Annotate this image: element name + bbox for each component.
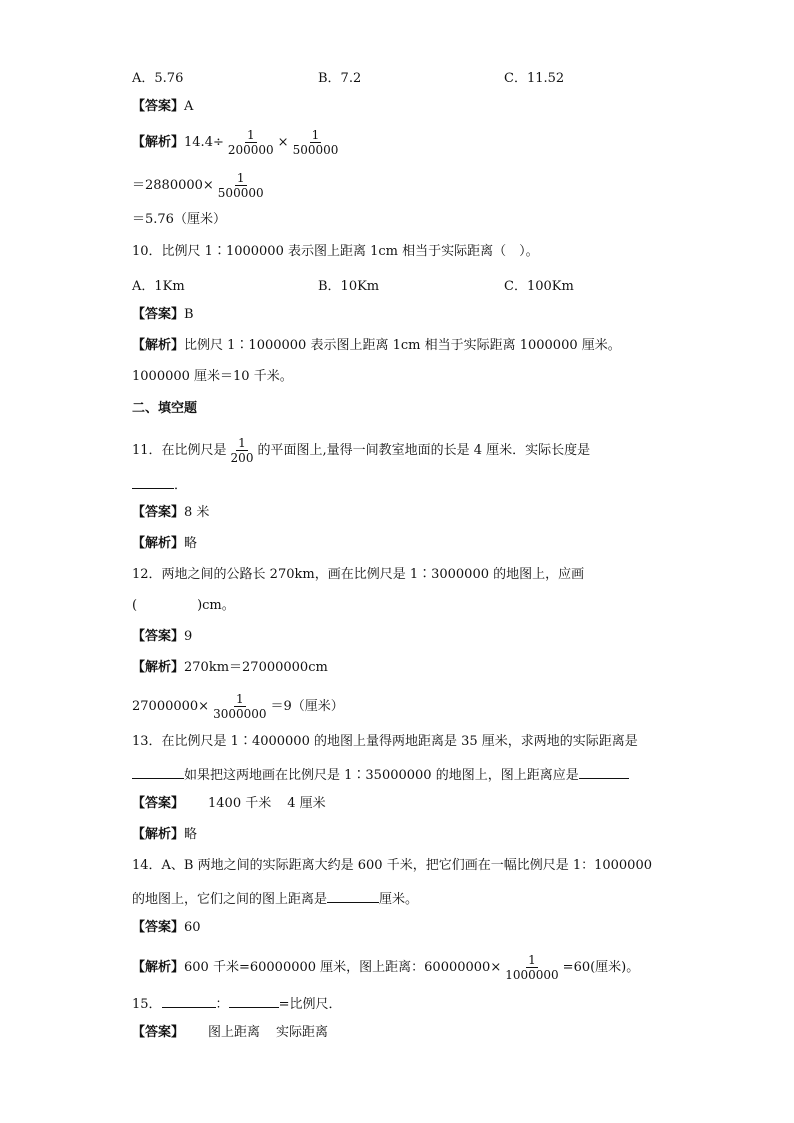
section-title: 二、填空题 — [132, 401, 198, 416]
q13-blank-line: 如果把这两地画在比例尺是 1∶35000000 的地图上，图上距离应是 — [132, 764, 629, 785]
fraction: $\frac{1}{1000000}$ — [505, 953, 559, 982]
q10-option-b: B．10Km — [318, 279, 380, 294]
q9-option-c: C．11.52 — [504, 71, 565, 86]
q10-option-a: A．1Km — [132, 279, 185, 294]
fraction: $\frac{1}{200000}$ — [227, 128, 274, 157]
q11-analysis: 【解析】略 — [132, 536, 198, 551]
q14-analysis: 【解析】600 千米=60000000 厘米，图上距离：60000000× $\frac{1}{1000000}$ =60(厘米)。 — [132, 953, 640, 982]
q9-option-a: A．5.76 — [132, 71, 184, 86]
q10-analysis-line2: 1000000 厘米＝10 千米。 — [132, 369, 293, 384]
fraction: $\frac{1}{500000}$ — [292, 128, 339, 157]
answer-blank[interactable] — [162, 993, 216, 1008]
q9-analysis: 【解析】14.4÷ $\frac{1}{200000}$ × $\frac{1}{500000}$ — [132, 128, 339, 157]
q15-answer: 【答案】 图上距离 实际距离 — [132, 1025, 329, 1040]
q9-option-b: B．7.2 — [318, 71, 362, 86]
fraction: $\frac{1}{500000}$ — [217, 171, 264, 200]
q12-blank-line: ( )cm。 — [132, 598, 235, 613]
q11-question: 11．在比例尺是 $\frac{1}{200}$ 的平面图上,量得一间教室地面的长是 4 厘米．实际长度是 — [132, 436, 591, 465]
answer-blank[interactable] — [579, 764, 629, 779]
q14-answer: 【答案】60 — [132, 920, 201, 935]
q10-analysis: 【解析】比例尺 1∶1000000 表示图上距离 1cm 相当于实际距离 1000000 厘米。 — [132, 338, 621, 353]
q9-answer: 【答案】A — [132, 99, 194, 114]
q14-blank-line: 的地图上，它们之间的图上距离是 厘米。 — [132, 888, 418, 909]
q12-question: 12．两地之间的公路长 270km，画在比例尺是 1∶3000000 的地图上，应画 — [132, 567, 585, 582]
q13-analysis: 【解析】略 — [132, 827, 198, 842]
answer-blank[interactable] — [132, 474, 174, 489]
q9-analysis-line2: ＝2880000× $\frac{1}{500000}$ — [132, 171, 264, 200]
q12-analysis: 【解析】270km＝27000000cm — [132, 660, 328, 675]
answer-blank[interactable] — [132, 764, 184, 779]
q13-question: 13．在比例尺是 1∶4000000 的地图上量得两地距离是 35 厘米，求两地的实际距离是 — [132, 734, 638, 749]
fraction: $\frac{1}{3000000}$ — [213, 692, 267, 721]
q9-analysis-line3: ＝5.76（厘米） — [132, 212, 226, 227]
fraction: $\frac{1}{200}$ — [230, 436, 254, 465]
q10-option-c: C．100Km — [504, 279, 574, 294]
q11-answer: 【答案】8 米 — [132, 505, 210, 520]
q12-calc: 27000000× $\frac{1}{3000000}$ ＝9（厘米） — [132, 692, 344, 721]
answer-blank[interactable] — [229, 993, 279, 1008]
q15-question: 15． ： =比例尺． — [132, 993, 341, 1014]
q14-question: 14．A、B 两地之间的实际距离大约是 600 千米，把它们画在一幅比例尺是 1：1000000 — [132, 858, 652, 873]
q10-question: 10．比例尺 1∶1000000 表示图上距离 1cm 相当于实际距离（ ）。 — [132, 244, 539, 259]
q12-answer: 【答案】9 — [132, 629, 193, 644]
q11-blank-line: ． — [132, 474, 187, 495]
q10-answer: 【答案】B — [132, 307, 194, 322]
answer-blank[interactable] — [327, 888, 379, 903]
q13-answer: 【答案】 1400 千米 4 厘米 — [132, 796, 326, 811]
